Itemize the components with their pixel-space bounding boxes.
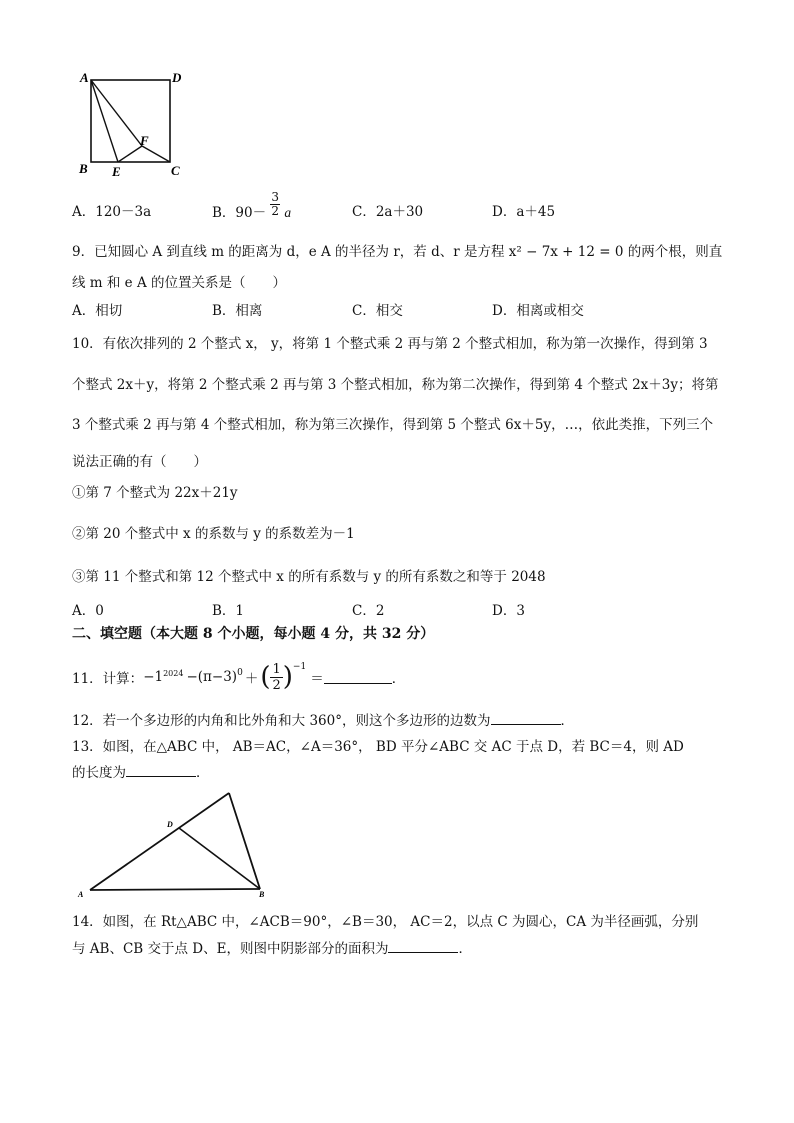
- q9-option-b: B．相离: [212, 303, 263, 319]
- q11-expression: 11．计算： −1 $^{2024}$ −(π−3) $^0$ ＋ ( 1 2 ) $^{-1}$ ＝ ．: [72, 661, 406, 693]
- q14-line-1: 14．如图，在 Rt△ABC 中，∠ACB＝90°，∠B＝30， AC＝2，以点 C 为圆心，CA 为半径画弧，分别: [72, 914, 699, 930]
- label-B: B: [259, 890, 265, 899]
- q10-option-c: C．2: [352, 603, 385, 619]
- label-E: E: [112, 164, 121, 179]
- q10-option-d: D．3: [492, 603, 525, 619]
- q10-line-3: 3 个整式乘 2 再与第 4 个整式相加，称为第三次操作，得到第 5 个整式 6x＋5y，…，依此类推，下列三个: [72, 417, 714, 433]
- q13-answer-blank[interactable]: [126, 764, 196, 777]
- label-A: A: [78, 890, 84, 899]
- label-D: D: [172, 70, 182, 85]
- q8-option-d: D．a＋45: [492, 204, 556, 220]
- q10-option-a: A．0: [72, 603, 104, 619]
- q13-line-1: 13．如图，在△ABC 中， AB＝AC，∠A＝36°， BD 平分∠ABC 交 AC 于点 D，若 BC＝4，则 AD: [72, 739, 684, 755]
- q10-line-2: 个整式 2x＋y，将第 2 个整式乘 2 再与第 3 个整式相加，称为第二次操作，得到第 4 个整式 2x＋3y；将第: [72, 377, 719, 393]
- label-A: A: [80, 70, 89, 85]
- q14-line-2: 与 AB、CB 交于点 D、E，则图中阴影部分的面积为 ．: [72, 941, 472, 957]
- q9-option-d: D．相离或相交: [492, 303, 584, 319]
- q9-option-a: A．相切: [72, 303, 123, 319]
- q12-text: 12．若一个多边形的内角和比外角和大 360°，则这个多边形的边数为 ．: [72, 713, 574, 729]
- q10-statement-1: ①第 7 个整式为 22x＋21y: [72, 485, 238, 501]
- q10-option-b: B．1: [212, 603, 245, 619]
- label-F: F: [140, 133, 149, 148]
- q10-line-4: 说法正确的有（ ）: [72, 454, 207, 470]
- q8-option-a: A．120－3a: [72, 204, 152, 220]
- q14-answer-blank[interactable]: [388, 940, 458, 953]
- q10-statement-3: ③第 11 个整式和第 12 个整式中 x 的所有系数与 y 的所有系数之和等于 2048: [72, 569, 546, 585]
- square-figure: [74, 66, 194, 184]
- q9-option-c: C．相交: [352, 303, 403, 319]
- q9-line-1: 9．已知圆心 A 到直线 m 的距离为 d，e A 的半径为 r，若 d、r 是方程 x² − 7x + 12 = 0 的两个根，则直: [72, 244, 723, 260]
- label-D: D: [167, 820, 173, 829]
- label-C: C: [171, 163, 180, 178]
- label-B: B: [79, 161, 88, 176]
- section-title: 二、填空题（本大题 8 个小题，每小题 4 分，共 32 分）: [72, 626, 435, 642]
- q8-option-c: C．2a＋30: [352, 204, 424, 220]
- q12-answer-blank[interactable]: [491, 712, 561, 725]
- q8-option-b: B．90－ $\frac{3}{2}$ a: [212, 190, 292, 221]
- q10-statement-2: ②第 20 个整式中 x 的系数与 y 的系数差为－1: [72, 526, 355, 542]
- q10-line-1: 10．有依次排列的 2 个整式 x， y，将第 1 个整式乘 2 再与第 2 个整式相加，称为第一次操作，得到第 3: [72, 336, 708, 352]
- q9-line-2: 线 m 和 e A 的位置关系是（ ）: [72, 275, 286, 291]
- triangle-figure: [74, 788, 274, 900]
- q11-answer-blank[interactable]: [324, 671, 392, 684]
- q13-line-2: 的长度为 ．: [72, 765, 210, 781]
